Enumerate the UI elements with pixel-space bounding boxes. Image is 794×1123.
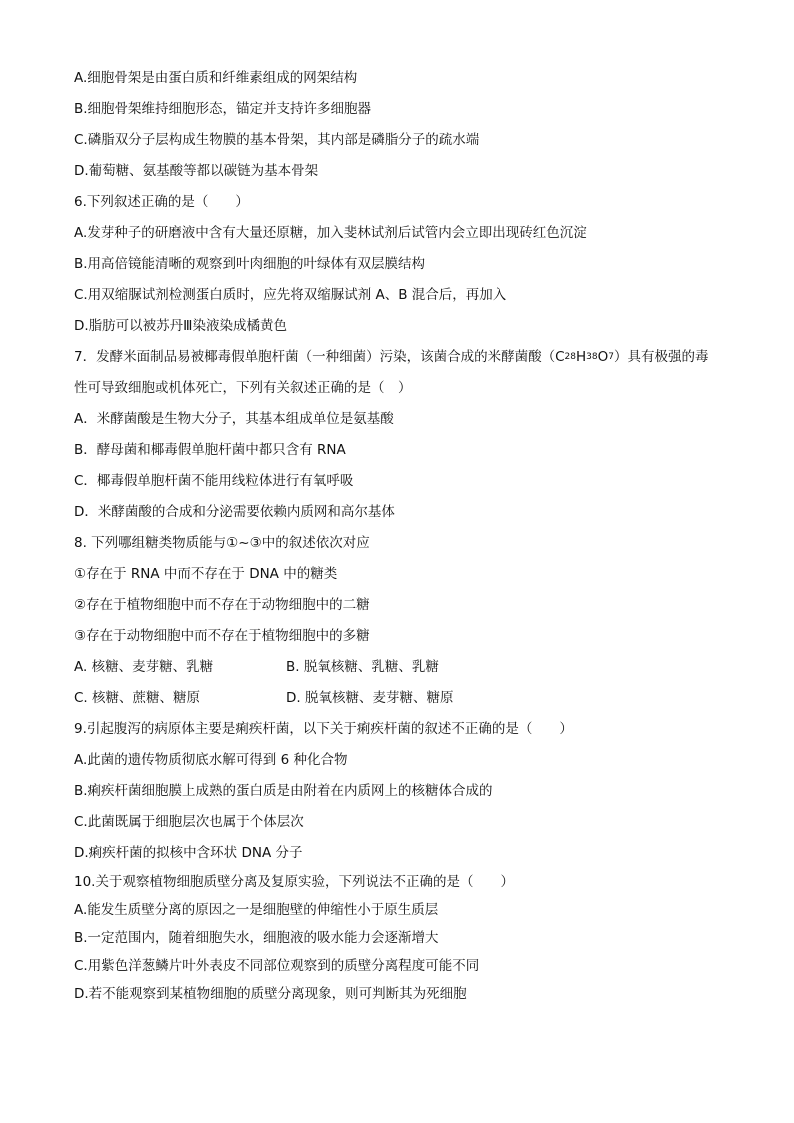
q7-formula-h: H xyxy=(575,348,587,365)
q5-option-d: D.葡萄糖、氨基酸等都以碳链为基本骨架 xyxy=(74,162,319,179)
q10-option-b: B.一定范围内，随着细胞失水，细胞液的吸水能力会逐渐增大 xyxy=(74,930,439,946)
question-9 xyxy=(74,713,734,868)
q7-formula-sub-h: 38 xyxy=(586,351,598,362)
q7-stem-line-2: 性可导致细胞或机体死亡，下列有关叙述正确的是（ ） xyxy=(74,379,412,396)
q7-stem-post: ）具有极强的毒 xyxy=(613,348,709,365)
q9-option-a: A.此菌的遗传物质彻底水解可得到 6 种化合物 xyxy=(74,751,348,768)
q9-stem: 9.引起腹泻的病原体主要是痢疾杆菌，以下关于痢疾杆菌的叙述不正确的是（ ） xyxy=(74,720,573,737)
q8-statement-1: ①存在于 RNA 中而不存在于 DNA 中的糖类 xyxy=(74,565,338,582)
q9-option-d: D.痢疾杆菌的拟核中含环状 DNA 分子 xyxy=(74,844,303,861)
q7-option-a: A．米酵菌酸是生物大分子，其基本组成单位是氨基酸 xyxy=(74,410,394,427)
q8-stem: 8. 下列哪组糖类物质能与①~③中的叙述依次对应 xyxy=(74,534,370,551)
q10-option-d: D.若不能观察到某植物细胞的质壁分离现象，则可判断其为死细胞 xyxy=(74,986,467,1002)
question-10 xyxy=(74,868,734,1008)
q7-option-c: C．椰毒假单胞杆菌不能用线粒体进行有氧呼吸 xyxy=(74,472,354,489)
q6-option-d: D.脂肪可以被苏丹Ⅲ染液染成橘黄色 xyxy=(74,317,287,334)
q7-formula-o: O xyxy=(597,348,609,365)
q5-option-c: C.磷脂双分子层构成生物膜的基本骨架，其内部是磷脂分子的疏水端 xyxy=(74,131,480,148)
question-8 xyxy=(74,527,734,713)
q7-formula-sub-c: 28 xyxy=(564,351,576,362)
q7-option-b: B．酵母菌和椰毒假单胞杆菌中都只含有 RNA xyxy=(74,441,346,458)
q7-option-d: D．米酵菌酸的合成和分泌需要依赖内质网和高尔基体 xyxy=(74,503,395,520)
q7-stem-line-1 xyxy=(74,341,734,372)
q6-option-c: C.用双缩脲试剂检测蛋白质时，应先将双缩脲试剂 A、B 混合后，再加入 xyxy=(74,286,507,303)
q8-options-row-2 xyxy=(74,682,734,713)
q6-stem: 6.下列叙述正确的是（ ） xyxy=(74,193,249,210)
q9-option-c: C.此菌既属于细胞层次也属于个体层次 xyxy=(74,813,304,830)
q6-option-a: A.发芽种子的研磨液中含有大量还原糖，加入斐林试剂后试管内会立即出现砖红色沉淀 xyxy=(74,224,587,241)
q5-option-a: A.细胞骨架是由蛋白质和纤维素组成的网架结构 xyxy=(74,69,358,86)
q8-option-a: A. 核糖、麦芽糖、乳糖 xyxy=(74,658,214,675)
q8-options-row-1 xyxy=(74,651,734,682)
q8-option-d: D. 脱氧核糖、麦芽糖、糖原 xyxy=(286,689,454,706)
q5-option-b: B.细胞骨架维持细胞形态，锚定并支持许多细胞器 xyxy=(74,100,372,117)
exam-page xyxy=(74,62,734,1008)
q10-option-c: C.用紫色洋葱鳞片叶外表皮不同部位观察到的质壁分离程度可能不同 xyxy=(74,958,480,974)
q10-option-a: A.能发生质壁分离的原因之一是细胞壁的伸缩性小于原生质层 xyxy=(74,902,439,918)
q10-stem: 10.关于观察植物细胞质壁分离及复原实验，下列说法不正确的是（ ） xyxy=(74,874,514,890)
q8-option-b: B. 脱氧核糖、乳糖、乳糖 xyxy=(286,658,439,675)
q8-statement-3: ③存在于动物细胞中而不存在于植物细胞中的多糖 xyxy=(74,627,370,644)
q7-stem-pre: 7．发酵米面制品易被椰毒假单胞杆菌（一种细菌）污染，该菌合成的米酵菌酸（C xyxy=(74,348,565,365)
q9-option-b: B.痢疾杆菌细胞膜上成熟的蛋白质是由附着在内质网上的核糖体合成的 xyxy=(74,782,493,799)
q7-formula-sub-o: 7 xyxy=(608,351,614,362)
q8-option-c: C. 核糖、蔗糖、糖原 xyxy=(74,689,201,706)
q8-statement-2: ②存在于植物细胞中而不存在于动物细胞中的二糖 xyxy=(74,596,370,613)
question-5-options xyxy=(74,62,734,186)
question-6 xyxy=(74,186,734,341)
q6-option-b: B.用高倍镜能清晰的观察到叶肉细胞的叶绿体有双层膜结构 xyxy=(74,255,426,272)
question-7 xyxy=(74,341,734,527)
